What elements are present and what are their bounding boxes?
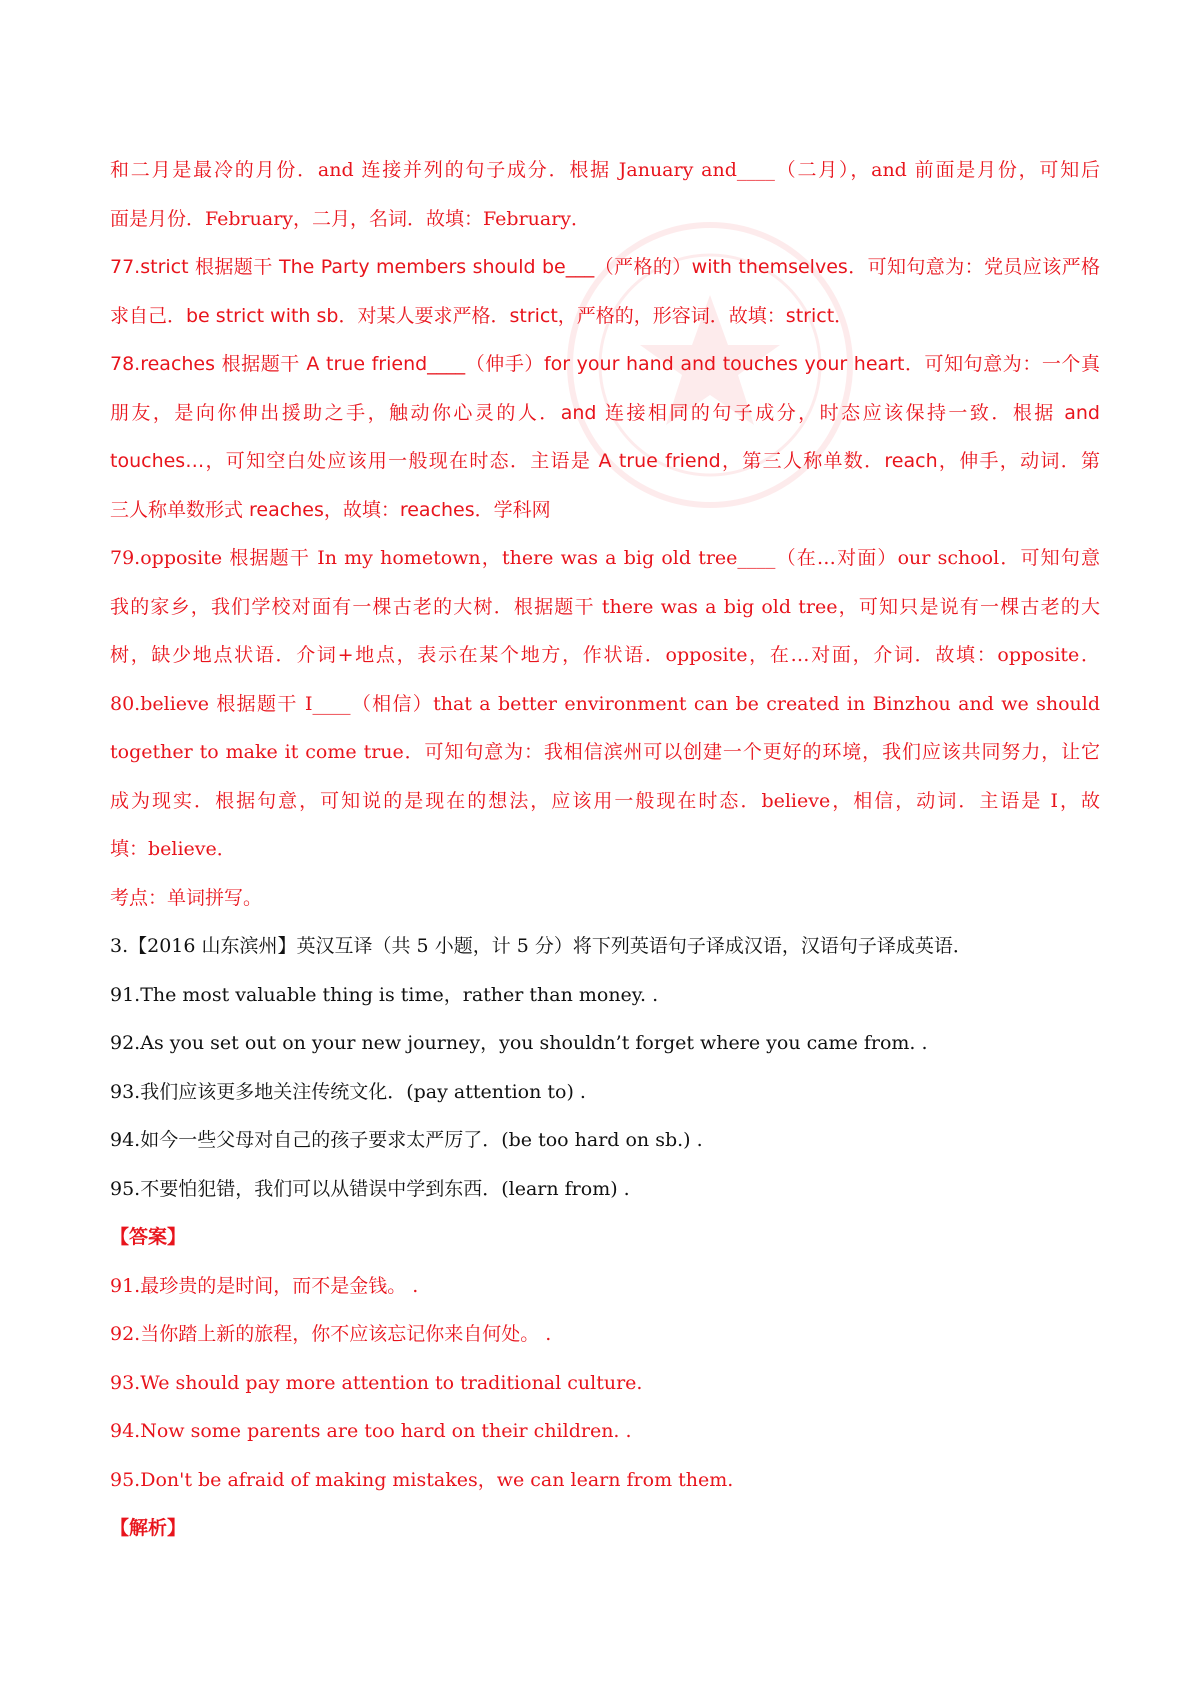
text-line: 树，缺少地点状语．介词+地点，表示在某个地方，作状语．opposite，在…对面，介词．故填：opposite． [110,644,1100,666]
text-line: 91.最珍贵的是时间，而不是金钱。 . [110,1274,419,1297]
text-line: 3.【2016 山东滨州】英汉互译（共 5 小题，计 5 分）将下列英语句子译成汉语，汉语句子译成英语． [110,935,972,957]
answer-analysis-body [110,146,1100,1553]
text-line: 考点：单词拼写。 [110,886,263,909]
text-line: 【解析】 [110,1517,187,1539]
text-line: 79.opposite 根据题干 In my hometown，there was a big old tree____（在…对面）our school．可知句意 [110,547,1100,569]
text-line: together to make it come true．可知句意为：我相信滨州可以创建一个更好的环境，我们应该共同努力，让它 [110,741,1100,763]
text-line: 三人称单数形式 reaches，故填：reaches．学科网 [110,498,551,521]
text-line: 91.The most valuable thing is time，rather than money. . [110,983,659,1006]
text-line: 77.strict 根据题干 The Party members should be___（严格的）with themselves．可知句意为：党员应该严格 [110,256,1100,278]
text-line: 94.Now some parents are too hard on their children. . [110,1420,632,1442]
text-line: 成为现实．根据句意，可知说的是现在的想法，应该用一般现在时态．believe，相信，动词．主语是 I，故 [110,789,1100,812]
text-line: 面是月份．February，二月，名词．故填：February． [110,207,591,230]
text-line: 92.As you set out on your new journey，you shouldn’t forget where you came from. . [110,1032,928,1054]
text-line: 80.believe 根据题干 I____（相信）that a better environment can be created in Binzhou and we should [110,692,1100,715]
text-line: 【答案】 [110,1226,187,1248]
text-line: 95.不要怕犯错，我们可以从错误中学到东西．(learn from) . [110,1177,630,1200]
text-line: 78.reaches 根据题干 A true friend____（伸手）for your hand and touches your heart．可知句意为：一个真 [110,353,1100,375]
text-line: 94.如今一些父母对自己的孩子要求太严厉了．(be too hard on sb.) . [110,1129,703,1151]
text-line: 93.We should pay more attention to traditional culture. [110,1371,643,1394]
text-line: 朋友，是向你伸出援助之手，触动你心灵的人．and 连接相同的句子成分，时态应该保持一致．根据 and [110,401,1100,424]
text-line: 和二月是最冷的月份．and 连接并列的句子成分．根据 January and____（二月），and 前面是月份，可知后 [110,159,1100,181]
text-line: 95.Don't be afraid of making mistakes，we can learn from them. [110,1468,734,1491]
text-line: 我的家乡，我们学校对面有一棵古老的大树．根据题干 there was a big old tree，可知只是说有一棵古老的大 [110,595,1100,618]
text-line: 92.当你踏上新的旅程，你不应该忘记你来自何处。 . [110,1323,552,1345]
text-line: 93.我们应该更多地关注传统文化．(pay attention to) . [110,1080,586,1103]
text-line: 求自己．be strict with sb．对某人要求严格．strict，严格的，形容词．故填：strict． [110,304,854,327]
text-line: 填：believe． [110,838,236,860]
text-line: touches…，可知空白处应该用一般现在时态．主语是 A true friend，第三人称单数．reach，伸手，动词．第 [110,450,1100,472]
